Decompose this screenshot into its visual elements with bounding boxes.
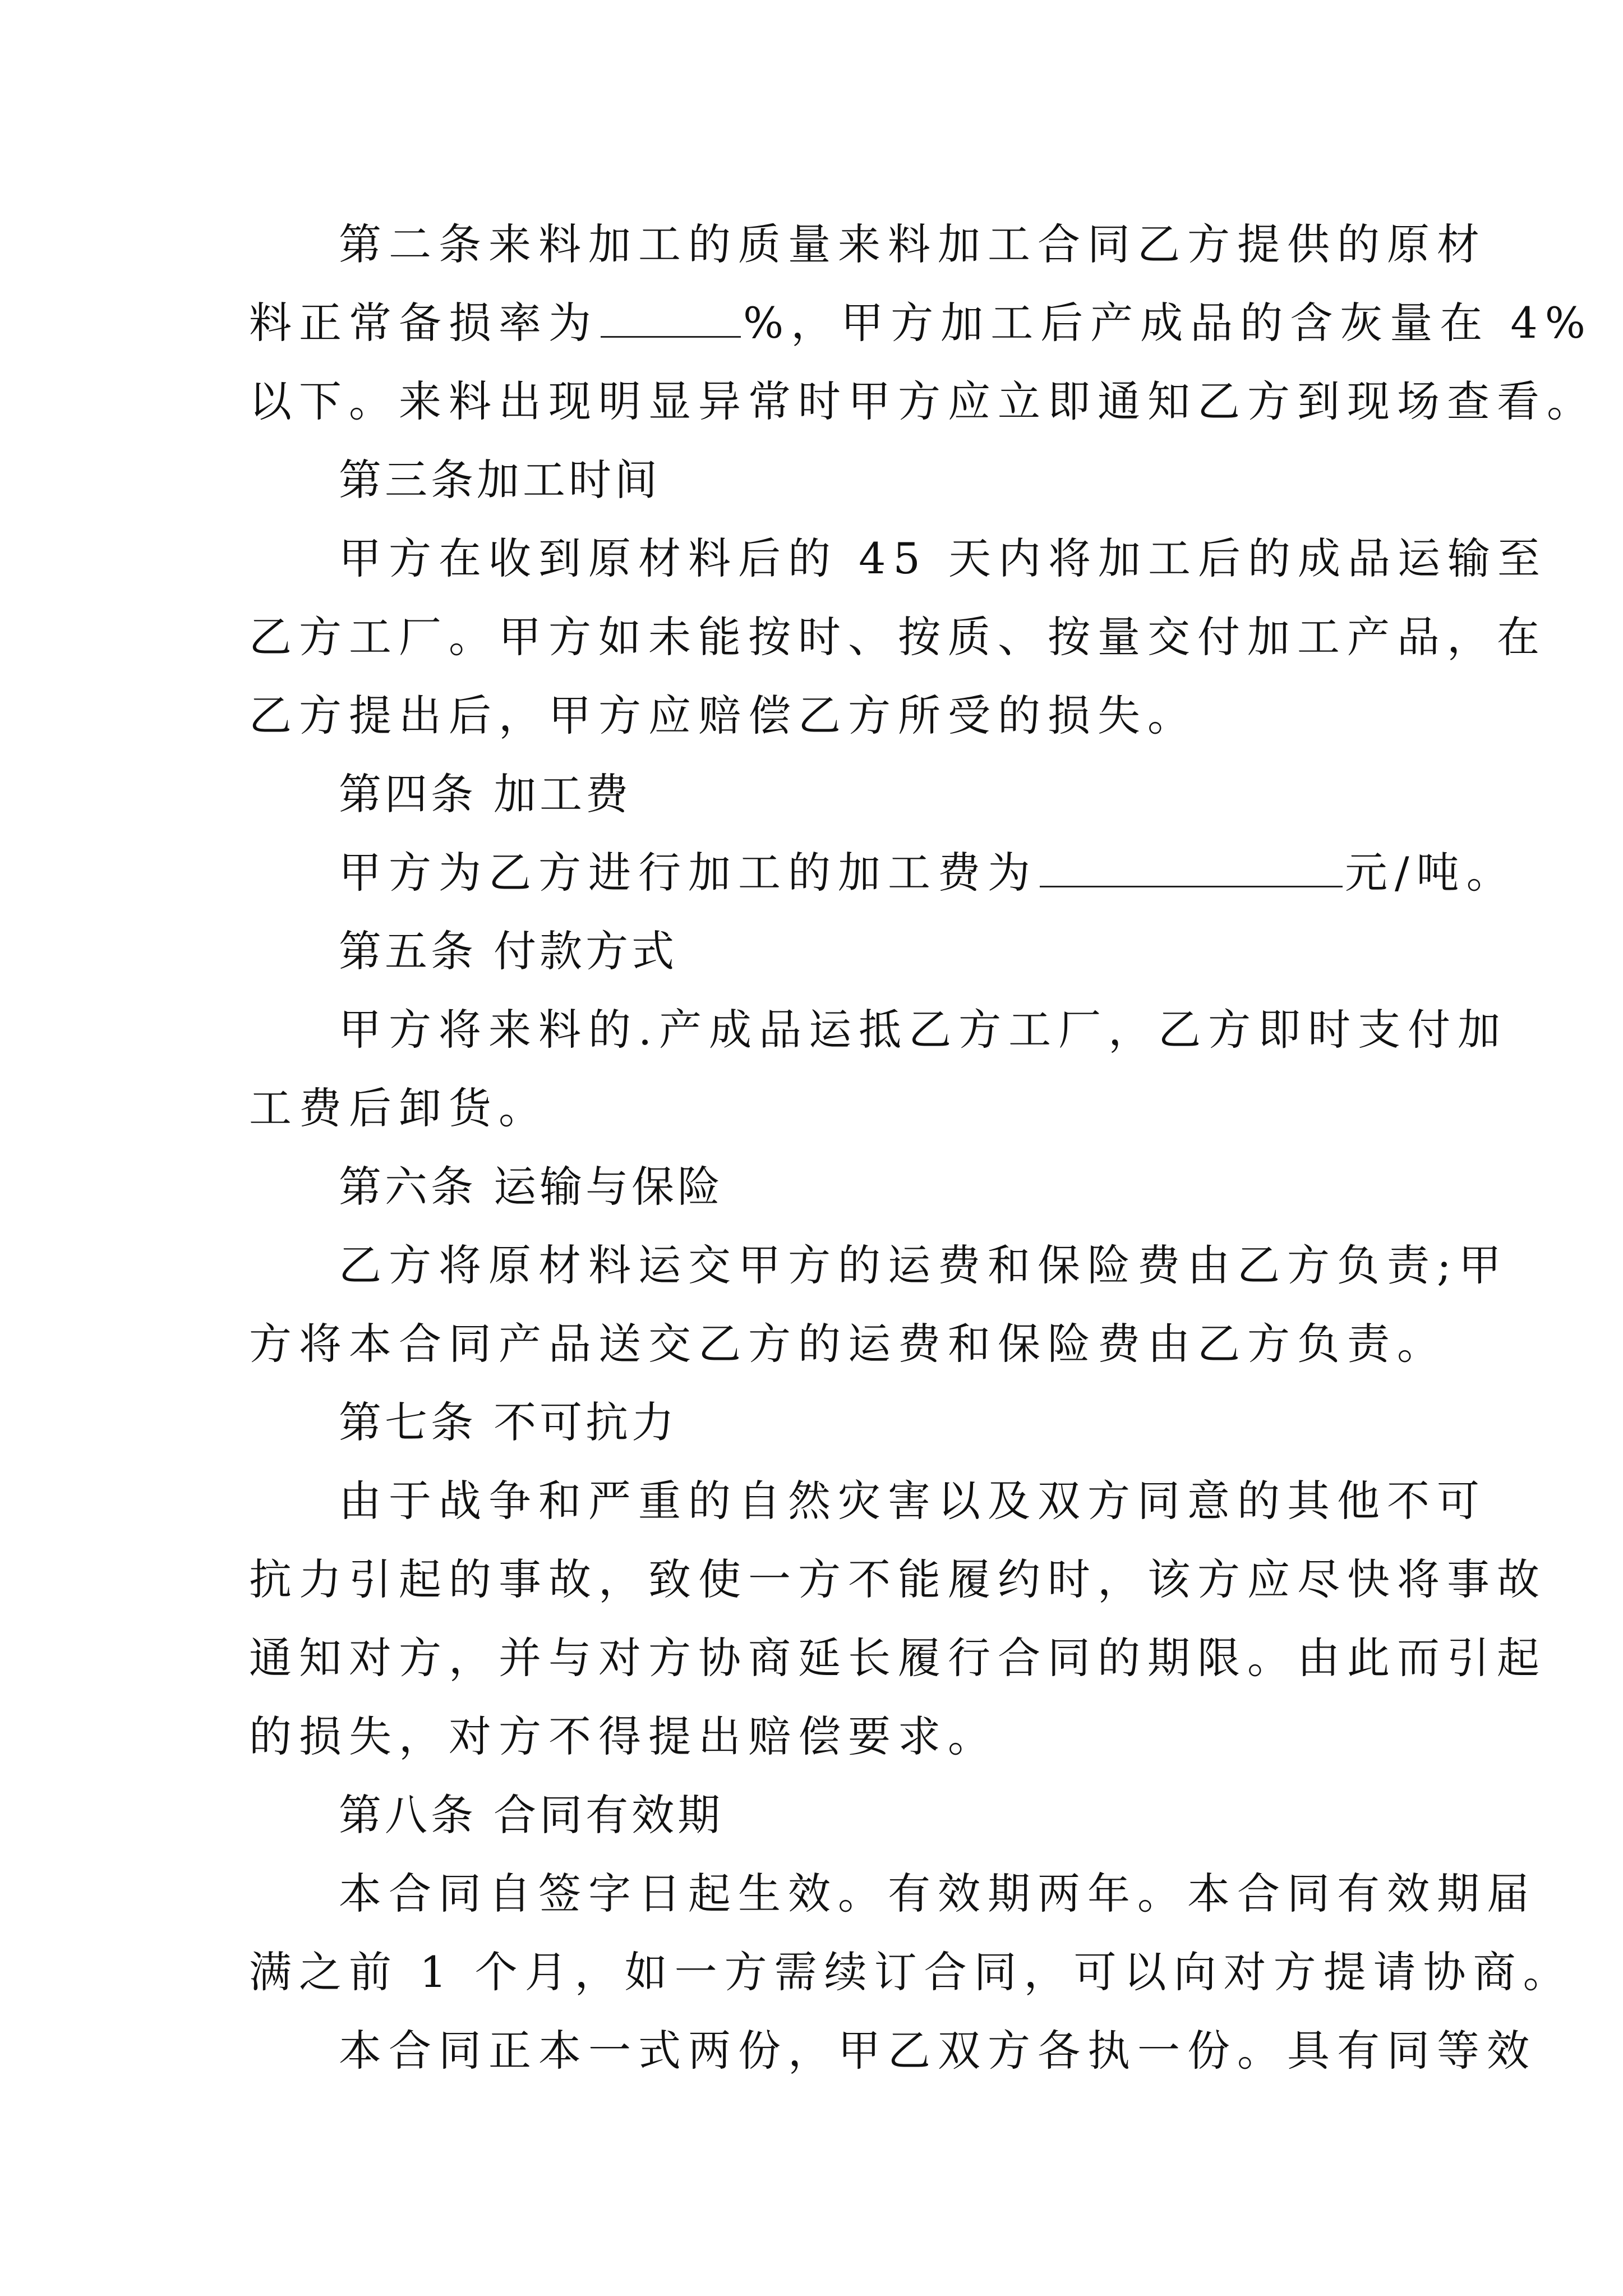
article-6-heading: 第六条 运输与保险 — [339, 1162, 724, 1212]
article-2-paragraph-line: 第二条来料加工的质量来料加工合同乙方提供的原材 — [339, 219, 1487, 269]
article-7-paragraph-line: 通知对方，并与对方协商延长履行合同的期限。由此而引起 — [249, 1633, 1547, 1683]
loss-rate-blank — [601, 297, 741, 338]
article-2-rate-line — [249, 284, 1593, 362]
article-4-heading: 第四条 加工费 — [339, 769, 632, 819]
text-after-blank: %，甲方加工后产成品的含灰量在 4% — [743, 298, 1593, 348]
article-5-heading: 第五条 付款方式 — [339, 926, 678, 976]
copies-paragraph-line: 本合同正本一式两份，甲乙双方各执一份。具有同等效 — [339, 2026, 1537, 2076]
article-7-paragraph-line: 由于战争和严重的自然灾害以及双方同意的其他不可 — [339, 1476, 1487, 1526]
article-3-paragraph-line: 乙方提出后，甲方应赔偿乙方所受的损失。 — [249, 691, 1197, 740]
article-5-paragraph-line: 工费后卸货。 — [249, 1083, 548, 1133]
text-before-blank: 甲方为乙方进行加工的加工费为 — [339, 848, 1038, 898]
article-7-paragraph-line: 的损失，对方不得提出赔偿要求。 — [249, 1711, 998, 1761]
text-after-blank: 元/吨。 — [1345, 848, 1516, 898]
article-8-paragraph-line: 本合同自签字日起生效。有效期两年。本合同有效期届 — [339, 1869, 1537, 1918]
article-3-paragraph-line: 甲方在收到原材料后的 45 天内将加工后的成品运输至 — [339, 533, 1548, 583]
article-4-fee-line — [339, 834, 1528, 912]
article-3-paragraph-line: 乙方工厂。甲方如未能按时、按质、按量交付加工产品，在 — [249, 612, 1547, 662]
article-5-paragraph-line: 甲方将来料的.产成品运抵乙方工厂，乙方即时支付加 — [339, 1005, 1508, 1055]
article-3-heading: 第三条加工时间 — [339, 455, 661, 505]
article-6-paragraph-line: 方将本合同产品送交乙方的运费和保险费由乙方负责。 — [249, 1319, 1447, 1369]
text-before-blank: 料正常备损率为 — [249, 298, 598, 348]
article-6-paragraph-line: 乙方将原材料运交甲方的运费和保险费由乙方负责;甲 — [339, 1240, 1509, 1290]
fee-blank — [1040, 846, 1343, 887]
article-8-paragraph-line: 满之前 1 个月，如一方需续订合同，可以向对方提请协商。 — [249, 1947, 1573, 1997]
article-7-heading: 第七条 不可抗力 — [339, 1397, 678, 1447]
article-2-paragraph-line: 以下。来料出现明显异常时甲方应立即通知乙方到现场查看。 — [249, 376, 1597, 426]
article-8-heading: 第八条 合同有效期 — [339, 1790, 724, 1840]
article-7-paragraph-line: 抗力引起的事故，致使一方不能履约时，该方应尽快将事故 — [249, 1554, 1547, 1604]
